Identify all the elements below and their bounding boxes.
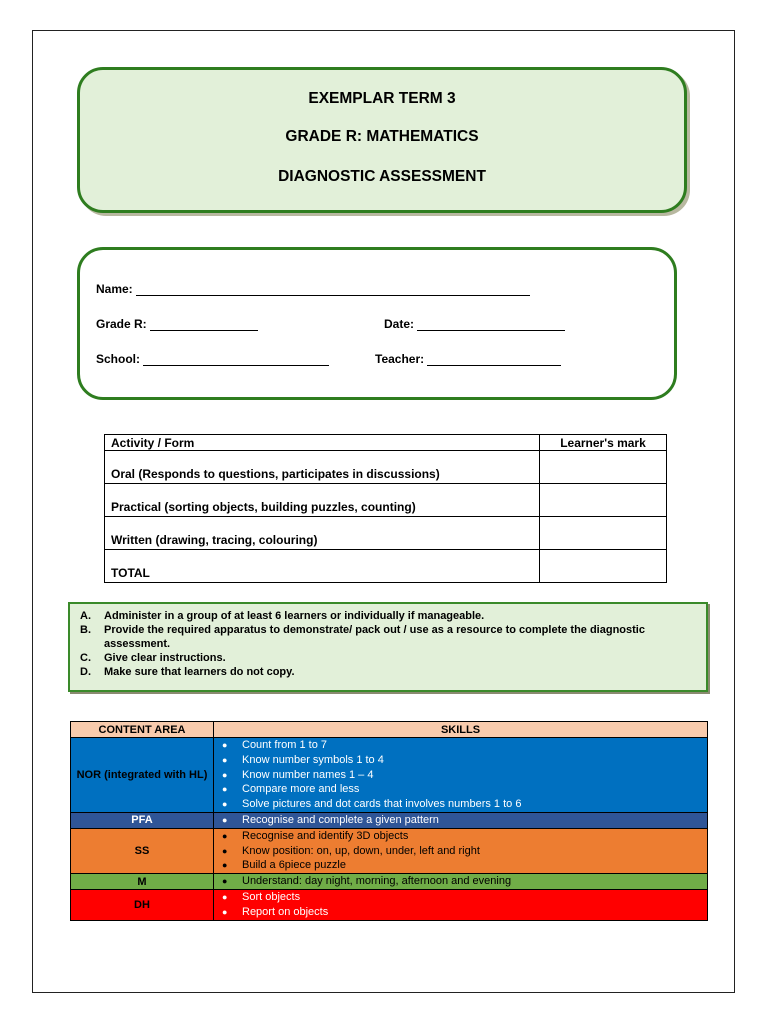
list-item (222, 858, 707, 873)
bullet-icon: ● (222, 860, 228, 871)
skill-text: Know number symbols 1 to 4 (242, 753, 384, 766)
skill-text: Solve pictures and dot cards that involves numbers 1 to 6 (242, 798, 522, 811)
skills-nor (214, 738, 708, 813)
skill-text: Know position: on, up, down, under, left and right (242, 844, 480, 857)
school-field[interactable] (96, 352, 329, 366)
area-ss: SS (71, 828, 214, 873)
date-line[interactable] (417, 318, 565, 331)
skill-text: Count from 1 to 7 (242, 739, 327, 751)
skills-m (214, 874, 708, 890)
skill-text: Recognise and complete a given pattern (242, 813, 439, 826)
table-row (71, 812, 708, 828)
skills-pfa (214, 812, 708, 828)
activity-practical: Practical (sorting objects, building puzzles, counting) (105, 484, 540, 517)
title-subject: GRADE R: MATHEMATICS (285, 128, 479, 145)
table-row (71, 828, 708, 873)
title-term: EXEMPLAR TERM 3 (308, 90, 456, 107)
list-item (222, 829, 707, 844)
table-row (105, 550, 667, 583)
mark-cell-total[interactable] (540, 550, 667, 583)
area-pfa: PFA (71, 812, 214, 828)
bullet-icon: ● (222, 906, 228, 917)
instruction-item (80, 623, 696, 651)
date-field[interactable] (384, 317, 565, 331)
date-label: Date: (384, 317, 415, 331)
list-item (222, 782, 707, 797)
table-row (105, 484, 667, 517)
bullet-icon: ● (222, 814, 228, 825)
marks-header-row (105, 435, 667, 451)
instruction-item (80, 609, 696, 623)
skills-ss (214, 828, 708, 873)
name-field[interactable] (96, 282, 530, 296)
mark-cell-practical[interactable] (540, 484, 667, 517)
teacher-label: Teacher: (375, 352, 425, 366)
list-item (222, 813, 707, 828)
skill-text: Understand: day night, morning, afternoon and evening (242, 875, 512, 888)
skill-text: Report on objects (242, 905, 329, 918)
learner-mark-header: Learner's mark (540, 435, 667, 451)
grade-field[interactable] (96, 317, 258, 331)
bullet-icon: ● (222, 754, 228, 765)
instruction-letter: C. (80, 652, 91, 664)
teacher-line[interactable] (427, 353, 561, 366)
grade-line[interactable] (150, 318, 258, 331)
table-row (71, 874, 708, 890)
skill-text: Know number names 1 – 4 (242, 768, 374, 781)
table-row (105, 451, 667, 484)
list-item (222, 874, 707, 889)
area-m: M (71, 874, 214, 890)
bullet-icon: ● (222, 845, 228, 856)
activity-header: Activity / Form (105, 435, 540, 451)
skills-header: SKILLS (214, 722, 708, 738)
activity-written: Written (drawing, tracing, colouring) (105, 517, 540, 550)
instruction-text: Administer in a group of at least 6 learners or individually if manageable. (104, 610, 485, 622)
content-area-header: CONTENT AREA (71, 722, 214, 738)
bullet-icon: ● (222, 769, 228, 780)
bullet-icon: ● (222, 891, 228, 902)
activity-total: TOTAL (105, 550, 540, 583)
list-item (222, 844, 707, 859)
instruction-letter: B. (80, 624, 91, 636)
name-line[interactable] (136, 283, 530, 296)
area-dh: DH (71, 889, 214, 920)
instruction-letter: D. (80, 666, 91, 678)
skills-table (70, 721, 708, 921)
activity-oral: Oral (Responds to questions, participates in discussions) (105, 451, 540, 484)
mark-cell-written[interactable] (540, 517, 667, 550)
table-row (105, 517, 667, 550)
bullet-icon: ● (222, 830, 228, 841)
instruction-item (80, 651, 696, 665)
skill-text: Build a 6piece puzzle (242, 859, 346, 872)
school-line[interactable] (143, 353, 329, 366)
skill-text: Sort objects (242, 890, 301, 903)
list-item (222, 905, 707, 920)
list-item (222, 797, 707, 812)
mark-cell-oral[interactable] (540, 451, 667, 484)
instruction-letter: A. (80, 610, 91, 622)
bullet-icon: ● (222, 784, 228, 795)
instruction-text: Provide the required apparatus to demonstrate/ pack out / use as a resource to complete the diagnostic assessment. (104, 624, 645, 650)
area-nor: NOR (integrated with HL) (71, 738, 214, 813)
instruction-item (80, 665, 696, 679)
instructions-box (68, 602, 708, 692)
bullet-icon: ● (222, 799, 228, 810)
skills-header-row (71, 722, 708, 738)
title-box (77, 67, 687, 213)
skills-dh (214, 889, 708, 920)
table-row (71, 889, 708, 920)
instruction-text: Make sure that learners do not copy. (104, 666, 295, 678)
skill-text: Compare more and less (242, 783, 360, 796)
instruction-text: Give clear instructions. (104, 652, 226, 664)
school-label: School: (96, 352, 140, 366)
table-row (71, 738, 708, 813)
grade-label: Grade R: (96, 317, 147, 331)
teacher-field[interactable] (375, 352, 561, 366)
list-item (222, 753, 707, 768)
skill-text: Recognise and identify 3D objects (242, 829, 409, 842)
list-item (222, 890, 707, 905)
title-assessment: DIAGNOSTIC ASSESSMENT (278, 168, 486, 185)
marks-table (104, 434, 667, 583)
list-item (222, 738, 707, 753)
name-label: Name: (96, 282, 133, 296)
list-item (222, 768, 707, 783)
bullet-icon: ● (222, 876, 228, 887)
bullet-icon: ● (222, 740, 228, 750)
